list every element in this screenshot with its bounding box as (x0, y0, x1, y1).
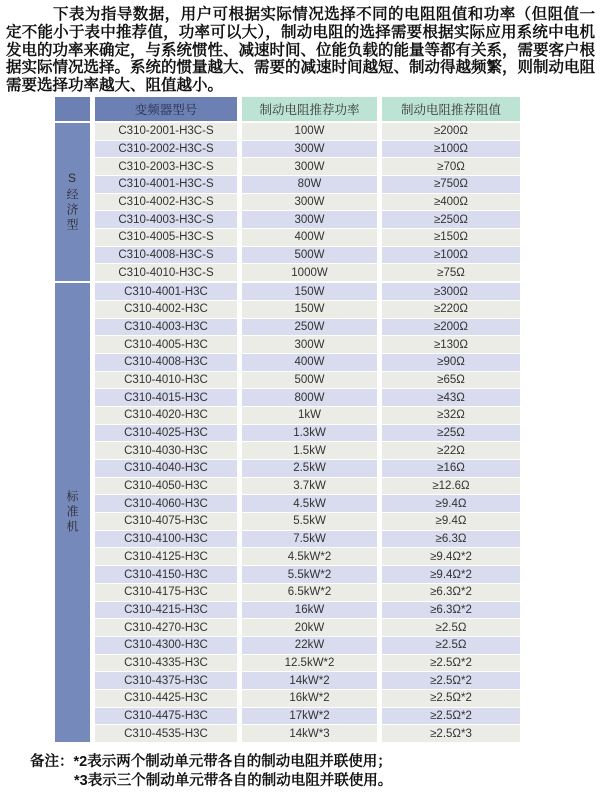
cell-model: C310-4015-H3C (95, 389, 237, 406)
cell-resistance: ≥100Ω (382, 141, 520, 158)
cell-model: C310-4010-H3C (95, 372, 237, 389)
table-row (95, 194, 520, 211)
cell-power: 5.5kW*2 (242, 566, 377, 583)
cell-model: C310-4025-H3C (95, 425, 237, 442)
cell-power: 16kW (242, 602, 377, 619)
cell-resistance: ≥2.5Ω*2 (382, 708, 520, 725)
cell-resistance: ≥220Ω (382, 301, 520, 318)
cell-power: 12.5kW*2 (242, 655, 377, 672)
cell-resistance: ≥6.3Ω*2 (382, 584, 520, 601)
cell-power: 400W (242, 354, 377, 371)
braking-resistor-table (55, 97, 520, 742)
cell-model: C310-4001-H3C-S (95, 176, 237, 193)
cell-power: 300W (242, 194, 377, 211)
cell-resistance: ≥2.5Ω (382, 637, 520, 654)
cell-power: 1.5kW (242, 442, 377, 459)
cell-resistance: ≥9.4Ω (382, 513, 520, 530)
cell-resistance: ≥25Ω (382, 425, 520, 442)
cell-resistance: ≥150Ω (382, 229, 520, 246)
table-row (95, 211, 520, 228)
cell-power: 1000W (242, 264, 377, 281)
table-row (95, 442, 520, 459)
cell-resistance: ≥250Ω (382, 211, 520, 228)
cell-model: C310-4040-H3C (95, 460, 237, 477)
note-line (30, 772, 600, 791)
table-body (55, 123, 520, 742)
cell-resistance: ≥750Ω (382, 176, 520, 193)
cell-model: C310-4375-H3C (95, 672, 237, 689)
cell-model: C310-4300-H3C (95, 637, 237, 654)
cell-power: 150W (242, 283, 377, 300)
cell-resistance: ≥9.4Ω*2 (382, 566, 520, 583)
cell-resistance: ≥2.5Ω (382, 619, 520, 636)
cell-power: 14kW*2 (242, 672, 377, 689)
cell-power: 6.5kW*2 (242, 584, 377, 601)
table-row (95, 264, 520, 281)
cell-model: C310-4270-H3C (95, 619, 237, 636)
table-row (95, 425, 520, 442)
cell-resistance: ≥43Ω (382, 389, 520, 406)
table-row (95, 229, 520, 246)
cell-resistance: ≥100Ω (382, 247, 520, 264)
table-row (95, 336, 520, 353)
cell-model: C310-4003-H3C (95, 319, 237, 336)
note-line (30, 753, 600, 772)
cell-model: C310-4002-H3C (95, 301, 237, 318)
cell-power: 16kW*2 (242, 690, 377, 707)
cell-resistance: ≥2.5Ω*3 (382, 725, 520, 742)
cell-power: 100W (242, 123, 377, 140)
column-header-resistance: 制动电阻推荐阻值 (382, 97, 520, 121)
cell-resistance: ≥9.4Ω*2 (382, 548, 520, 565)
cell-model: C310-4050-H3C (95, 478, 237, 495)
table-row (95, 460, 520, 477)
cell-resistance: ≥65Ω (382, 372, 520, 389)
note-text: *3表示三个制动单元带各自的制动电阻并联使用。 (74, 772, 393, 789)
cell-model: C310-4002-H3C-S (95, 194, 237, 211)
cell-model: C310-4020-H3C (95, 407, 237, 424)
cell-model: C310-4535-H3C (95, 725, 237, 742)
table-row (95, 725, 520, 742)
cell-power: 300W (242, 158, 377, 175)
table-group (55, 123, 520, 281)
cell-power: 4.5kW*2 (242, 548, 377, 565)
intro-paragraph: 下表为指导数据，用户可根据实际情况选择不同的电阻阻值和功率（但阻值一定不能小于表中推荐值，功率可以大），制动电阻的选择需要根据实际应用系统中电机发电的功率来确定，与系统惯性、减速时间、位能负载的能量等都有关系，需要客户根据实际情况选择。系统的惯量越大、需要的减速时间越短、制动得越频繁，则制动电阻需要选择功率越大、阻值越小。 (6, 6, 596, 95)
table-row (95, 141, 520, 158)
table-row (95, 247, 520, 264)
cell-power: 800W (242, 389, 377, 406)
table-row (95, 566, 520, 583)
table-corner-cell (55, 97, 90, 121)
cell-model: C310-4008-H3C (95, 354, 237, 371)
table-row (95, 548, 520, 565)
cell-power: 80W (242, 176, 377, 193)
table-group (55, 283, 520, 742)
cell-power: 300W (242, 141, 377, 158)
cell-model: C310-4030-H3C (95, 442, 237, 459)
table-row (95, 372, 520, 389)
cell-power: 5.5kW (242, 513, 377, 530)
cell-power: 17kW*2 (242, 708, 377, 725)
group-rows (95, 123, 520, 281)
table-row (95, 354, 520, 371)
cell-power: 300W (242, 336, 377, 353)
cell-model: C310-4010-H3C-S (95, 264, 237, 281)
cell-resistance: ≥300Ω (382, 283, 520, 300)
cell-resistance: ≥2.5Ω*2 (382, 655, 520, 672)
table-row (95, 637, 520, 654)
cell-resistance: ≥200Ω (382, 319, 520, 336)
cell-model: C310-4335-H3C (95, 655, 237, 672)
cell-model: C310-4005-H3C-S (95, 229, 237, 246)
cell-power: 1kW (242, 407, 377, 424)
cell-model: C310-2002-H3C-S (95, 141, 237, 158)
cell-model: C310-4005-H3C (95, 336, 237, 353)
cell-model: C310-4003-H3C-S (95, 211, 237, 228)
group-label: S经济型 (55, 123, 90, 281)
cell-model: C310-2003-H3C-S (95, 158, 237, 175)
group-label: 标准机 (55, 283, 90, 742)
table-row (95, 158, 520, 175)
cell-model: C310-4175-H3C (95, 584, 237, 601)
table-row (95, 176, 520, 193)
table-row (95, 690, 520, 707)
cell-resistance: ≥400Ω (382, 194, 520, 211)
table-header-row (55, 97, 520, 121)
cell-resistance: ≥2.5Ω*2 (382, 672, 520, 689)
cell-model: C310-4150-H3C (95, 566, 237, 583)
cell-resistance: ≥6.3Ω (382, 531, 520, 548)
table-row (95, 584, 520, 601)
table-row (95, 708, 520, 725)
cell-power: 1.3kW (242, 425, 377, 442)
cell-resistance: ≥130Ω (382, 336, 520, 353)
notes (30, 753, 600, 790)
column-header-model: 变频器型号 (95, 97, 237, 121)
cell-resistance: ≥200Ω (382, 123, 520, 140)
cell-power: 300W (242, 211, 377, 228)
cell-power: 20kW (242, 619, 377, 636)
table-row (95, 319, 520, 336)
table-row (95, 495, 520, 512)
note-text: *2表示两个制动单元带各自的制动电阻并联使用； (73, 754, 392, 771)
cell-power: 14kW*3 (242, 725, 377, 742)
table-row (95, 123, 520, 140)
cell-model: C310-4425-H3C (95, 690, 237, 707)
cell-model: C310-4001-H3C (95, 283, 237, 300)
notes-prefix: 备注： (30, 754, 74, 771)
cell-resistance: ≥70Ω (382, 158, 520, 175)
table-row (95, 389, 520, 406)
table-row (95, 513, 520, 530)
table-row (95, 407, 520, 424)
cell-power: 7.5kW (242, 531, 377, 548)
cell-resistance: ≥75Ω (382, 264, 520, 281)
table-row (95, 531, 520, 548)
cell-power: 4.5kW (242, 495, 377, 512)
cell-resistance: ≥32Ω (382, 407, 520, 424)
cell-model: C310-4475-H3C (95, 708, 237, 725)
cell-resistance: ≥2.5Ω*2 (382, 690, 520, 707)
cell-power: 400W (242, 229, 377, 246)
cell-power: 250W (242, 319, 377, 336)
cell-power: 500W (242, 372, 377, 389)
cell-model: C310-4215-H3C (95, 602, 237, 619)
cell-model: C310-2001-H3C-S (95, 123, 237, 140)
column-header-power: 制动电阻推荐功率 (242, 97, 377, 121)
cell-model: C310-4125-H3C (95, 548, 237, 565)
cell-resistance: ≥9.4Ω (382, 495, 520, 512)
table-row (95, 672, 520, 689)
cell-model: C310-4075-H3C (95, 513, 237, 530)
group-rows (95, 283, 520, 742)
cell-model: C310-4100-H3C (95, 531, 237, 548)
cell-power: 2.5kW (242, 460, 377, 477)
cell-resistance: ≥22Ω (382, 442, 520, 459)
cell-model: C310-4008-H3C-S (95, 247, 237, 264)
cell-power: 150W (242, 301, 377, 318)
table-row (95, 655, 520, 672)
cell-power: 22kW (242, 637, 377, 654)
table-row (95, 283, 520, 300)
table-row (95, 619, 520, 636)
cell-resistance: ≥12.6Ω (382, 478, 520, 495)
cell-power: 500W (242, 247, 377, 264)
cell-resistance: ≥90Ω (382, 354, 520, 371)
cell-resistance: ≥16Ω (382, 460, 520, 477)
table-row (95, 301, 520, 318)
cell-power: 3.7kW (242, 478, 377, 495)
cell-model: C310-4060-H3C (95, 495, 237, 512)
cell-resistance: ≥6.3Ω*2 (382, 602, 520, 619)
table-row (95, 478, 520, 495)
table-row (95, 602, 520, 619)
